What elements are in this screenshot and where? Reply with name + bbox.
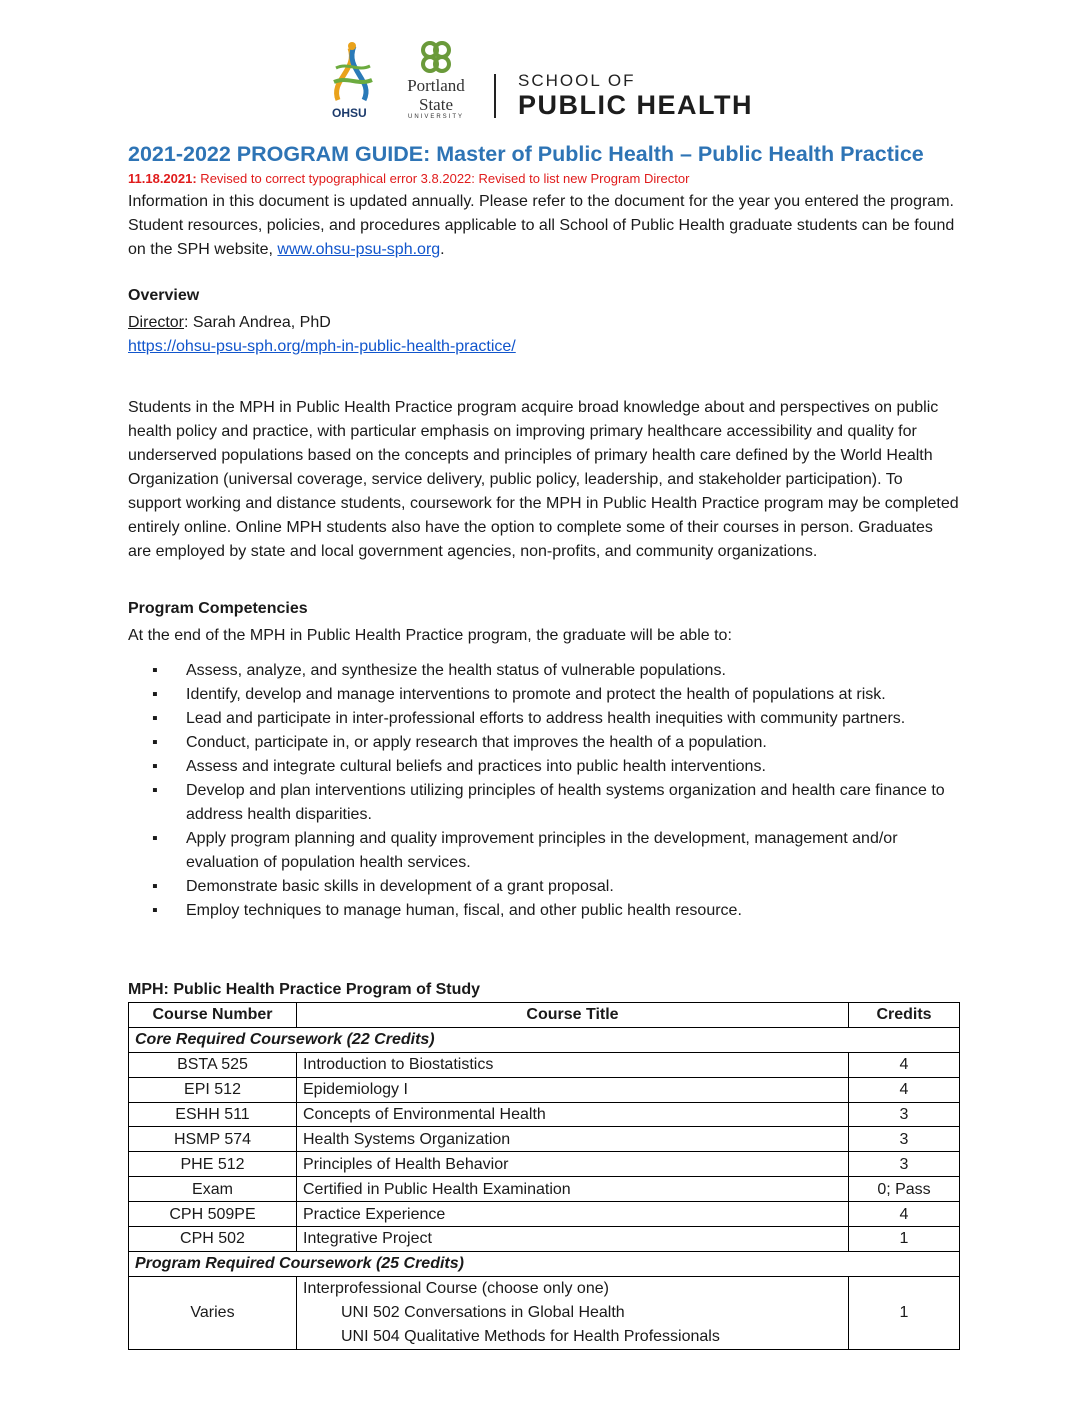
intro-paragraph [128,190,960,262]
competencies-intro: At the end of the MPH in Public Health Practice program, the graduate will be able to: [128,627,732,644]
sph-website-link[interactable]: www.ohsu-psu-sph.org [277,241,441,258]
revision-date: 11.18.2021: [128,171,197,186]
table-row [129,1102,960,1127]
psu-university: UNIVERSITY [407,114,464,120]
section-label: Core Required Coursework (22 Credits) [129,1027,960,1052]
competency-item: ▪ Employ techniques to manage human, fiscal, and other public health resource. [128,899,964,923]
competency-item: ▪ Apply program planning and quality improvement principles in the development, management and/or evaluation of population health services. [128,827,964,875]
competencies-list [128,659,964,923]
program-of-study-heading: MPH: Public Health Practice Program of Study [128,981,481,998]
sph-school-of: SCHOOL OF [518,71,636,90]
course-credits: 0; Pass [849,1177,960,1202]
director-line [128,311,960,335]
table-row [129,1152,960,1177]
option-uni-504: UNI 504 Qualitative Methods for Health Professionals [341,1327,720,1345]
course-credits: 1 [849,1227,960,1252]
course-number: CPH 509PE [129,1202,297,1227]
director-label: Director [128,314,185,331]
header-logos [328,40,768,124]
psu-logo [396,40,476,120]
course-title: Health Systems Organization [297,1127,849,1152]
table-row [129,1227,960,1252]
competency-item: ▪ Develop and plan interventions utilizing principles of health systems organization and health care finance to address health disparities. [128,779,964,827]
overview-heading: Overview [128,287,200,304]
course-number: EPI 512 [129,1077,297,1102]
course-credits: 4 [849,1077,960,1102]
program-link-line [128,335,960,359]
table-row [129,1202,960,1227]
table-row [129,1052,960,1077]
competency-item: ▪ Assess, analyze, and synthesize the health status of vulnerable populations. [128,659,964,683]
table-header-row [129,1003,960,1028]
course-title: Concepts of Environmental Health [297,1102,849,1127]
competency-item: ▪ Identify, develop and manage interventions to promote and protect the health of populations at risk. [128,683,964,707]
section-row-core [129,1027,960,1052]
competency-item: ▪ Demonstrate basic skills in development of a grant proposal. [128,875,964,899]
program-of-study-table [128,1002,960,1350]
course-number: Varies [129,1276,297,1349]
logo-divider [494,74,496,118]
competencies-heading: Program Competencies [128,600,308,617]
intro-text: Information in this document is updated annually. Please refer to the document for the year you entered the program. Student resources, policies, and procedures applicable to all School of Public Health graduate students can be found on the SPH website, [128,193,955,258]
revision-text: Revised to correct typographical error 3.8.2022: Revised to list new Program Director [196,171,690,186]
interprofessional-title: Interprofessional Course (choose only one) [303,1279,609,1297]
section-row-program [129,1251,960,1276]
ohsu-label: OHSU [332,106,367,120]
course-number: Exam [129,1177,297,1202]
course-credits: 3 [849,1102,960,1127]
course-title: Introduction to Biostatistics [297,1052,849,1077]
course-number: BSTA 525 [129,1052,297,1077]
course-credits: 4 [849,1052,960,1077]
competency-item: ▪ Conduct, participate in, or apply research that improves the health of a population. [128,731,964,755]
section-label: Program Required Coursework (25 Credits) [129,1251,960,1276]
course-title-multi [297,1276,849,1349]
col-course-title: Course Title [297,1003,849,1028]
program-page-link[interactable]: https://ohsu-psu-sph.org/mph-in-public-health-practice/ [128,338,516,355]
psu-line1: Portland [407,76,465,95]
course-credits: 3 [849,1127,960,1152]
table-row [129,1127,960,1152]
course-title: Integrative Project [297,1227,849,1252]
col-course-number: Course Number [129,1003,297,1028]
table-row [129,1177,960,1202]
course-title: Certified in Public Health Examination [297,1177,849,1202]
sph-public-health: PUBLIC HEALTH [518,90,753,120]
course-title: Practice Experience [297,1202,849,1227]
psu-line2: State [419,95,453,114]
course-number: PHE 512 [129,1152,297,1177]
course-credits: 1 [849,1276,960,1349]
table-row-varies [129,1276,960,1349]
course-title: Principles of Health Behavior [297,1152,849,1177]
col-credits: Credits [849,1003,960,1028]
option-uni-502: UNI 502 Conversations in Global Health [341,1303,625,1321]
course-credits: 3 [849,1152,960,1177]
psu-name [396,76,476,114]
revision-note [128,171,960,186]
director-value: : Sarah Andrea, PhD [184,314,331,331]
course-title: Epidemiology I [297,1077,849,1102]
competency-item: ▪ Assess and integrate cultural beliefs and practices into public health interventions. [128,755,964,779]
document-title: 2021-2022 PROGRAM GUIDE: Master of Public Health – Public Health Practice [128,142,924,166]
course-number: HSMP 574 [129,1127,297,1152]
intro-end: . [440,241,445,258]
competency-item: ▪ Lead and participate in inter-professional efforts to address health inequities with community partners. [128,707,964,731]
ohsu-logo [328,40,378,120]
overview-paragraph: Students in the MPH in Public Health Practice program acquire broad knowledge about and perspectives on public health policy and practice, with particular emphasis on improving primary healthcare accessibility and quality for underserved populations based on the concepts and principles of primary health care defined by the World Health Organization (universal coverage, service delivery, public policy, leadership, and stakeholder participation). To support working and distance students, coursework for the MPH in Public Health Practice program may be completed entirely online. Online MPH students also have the option to complete some of their courses in person. Graduates are employed by state and local government agencies, non-profits, and community organizations. [128,399,959,560]
table-row [129,1077,960,1102]
course-credits: 4 [849,1202,960,1227]
course-number: CPH 502 [129,1227,297,1252]
course-number: ESHH 511 [129,1102,297,1127]
